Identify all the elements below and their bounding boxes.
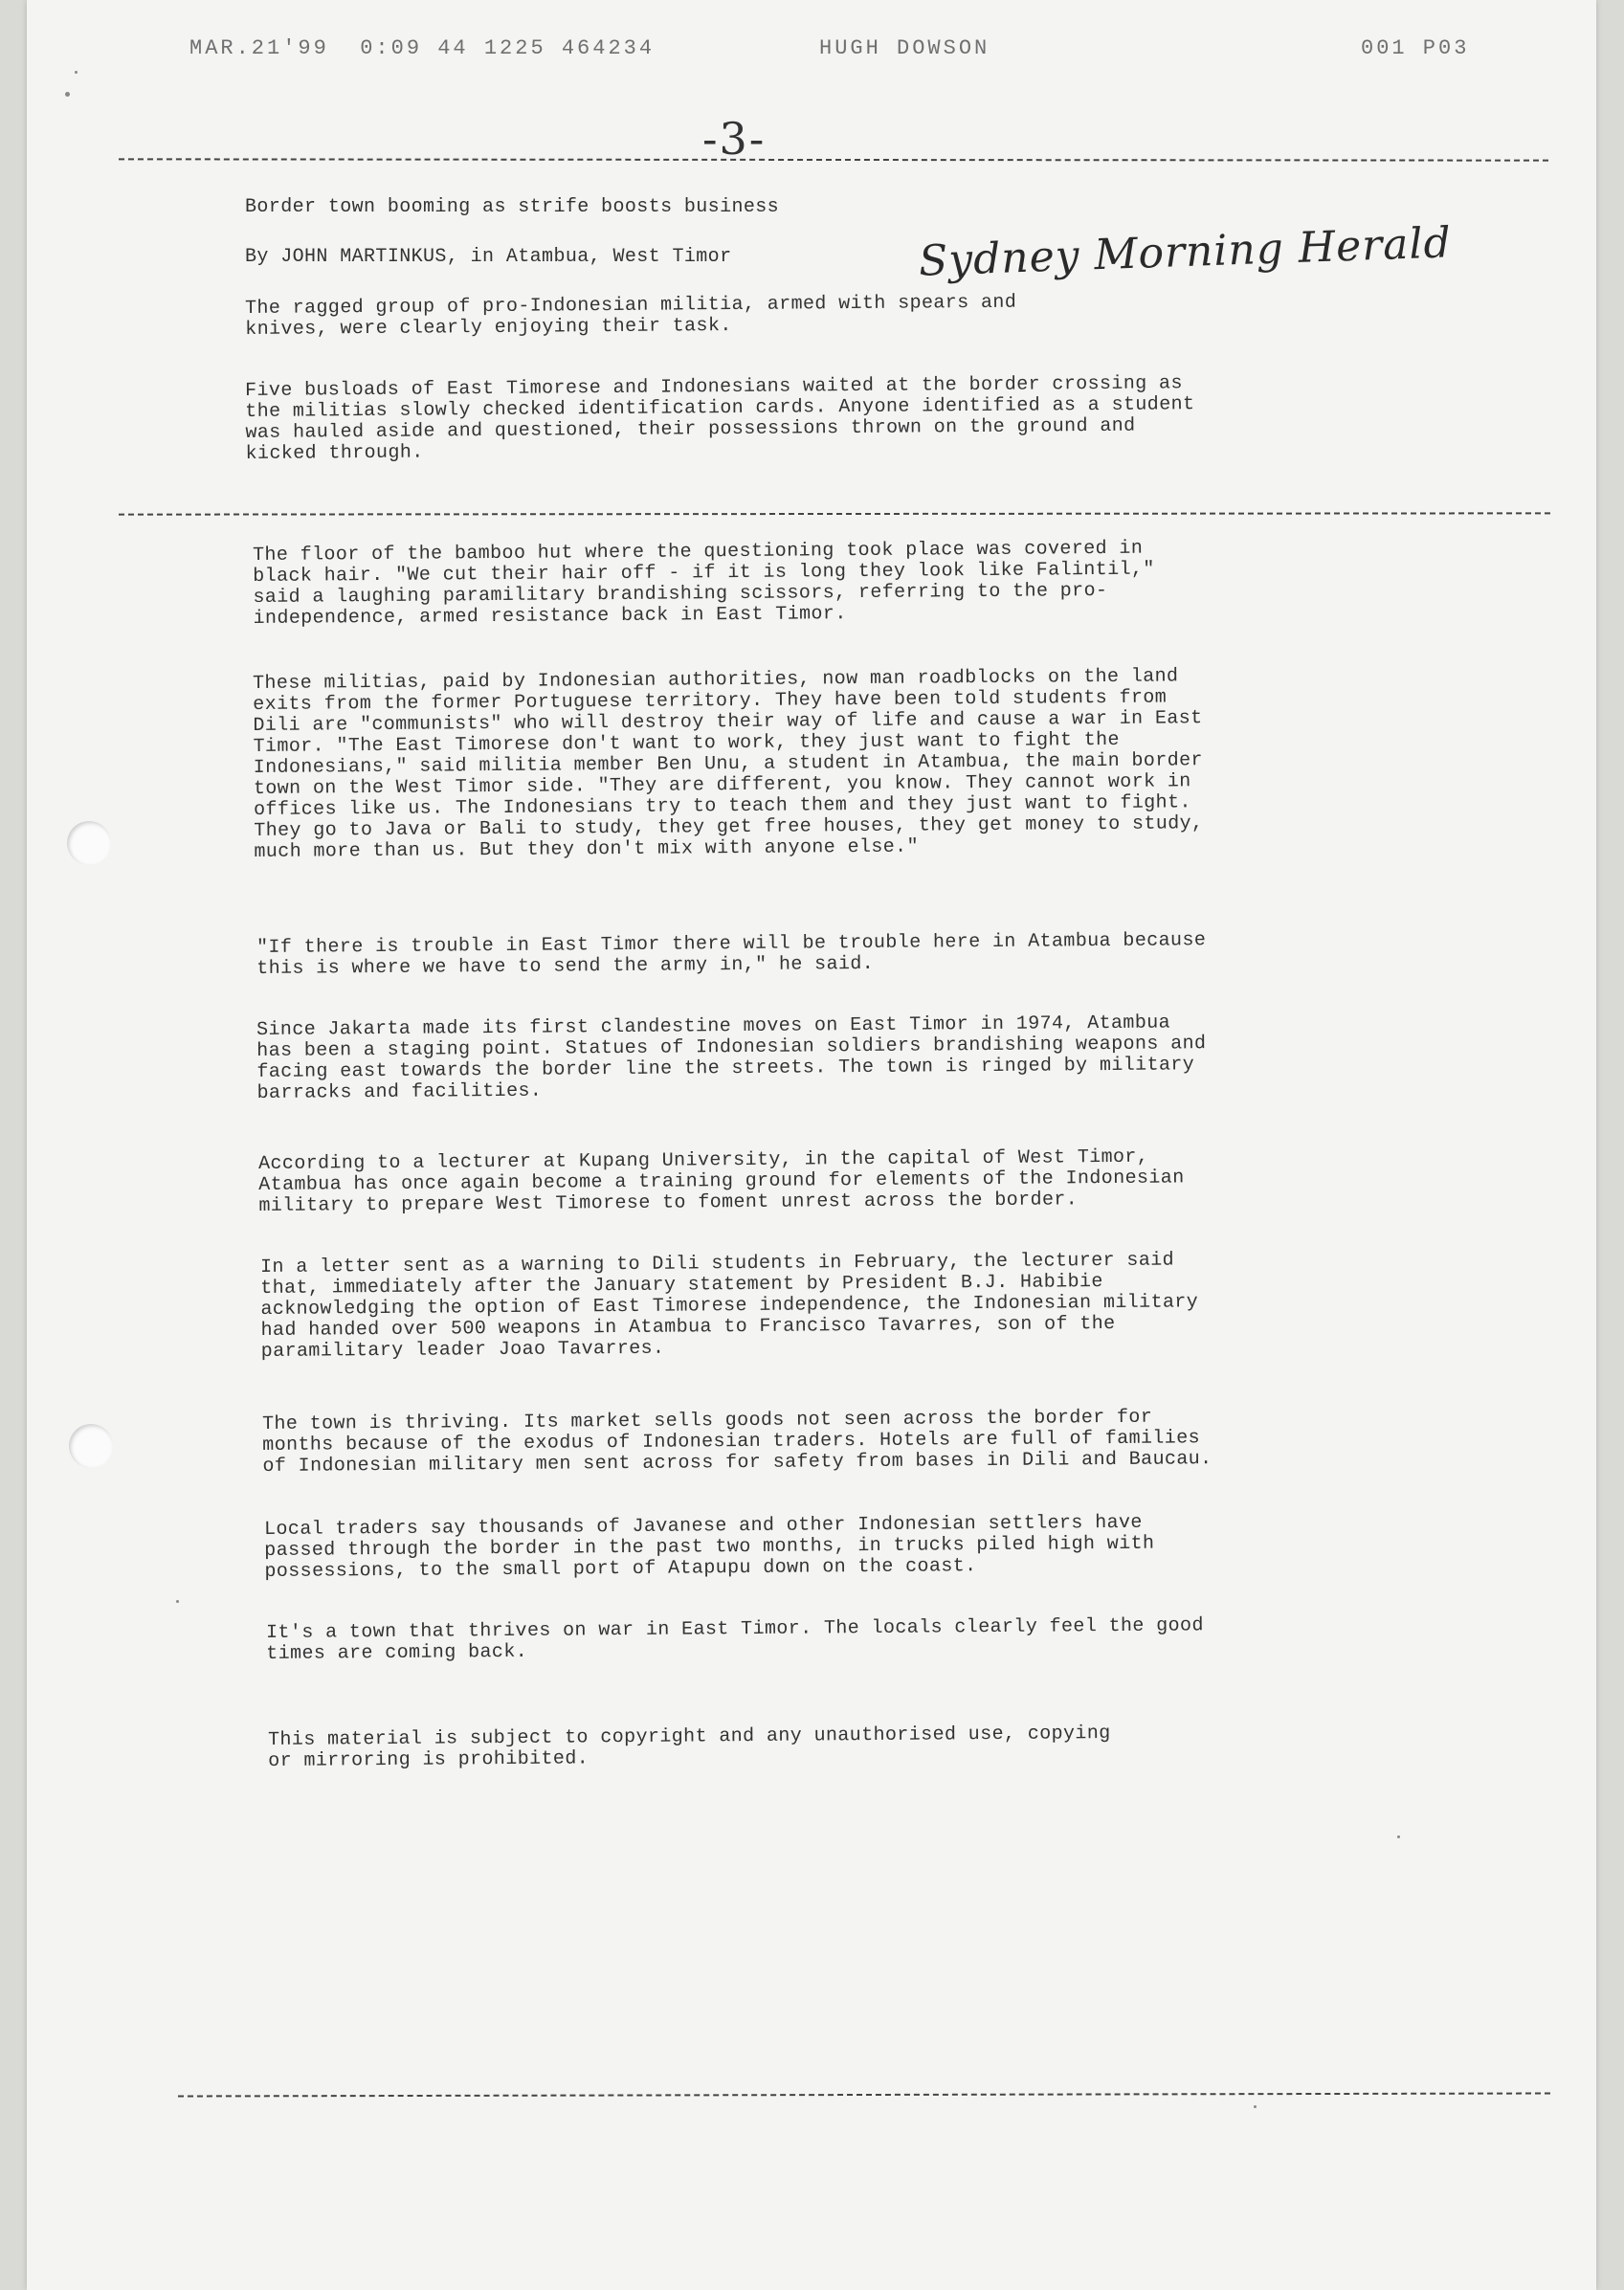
article-paragraph: Five busloads of East Timorese and Indonesians waited at the border crossing as the militias slowly checked identification cards. Anyone identified as a student was hauled aside and questioned, their possessions thrown on the ground and kicked through.: [244, 372, 1195, 465]
footer-divider: [178, 2092, 1550, 2097]
scan-speck: [176, 1600, 179, 1603]
article-paragraph: In a letter sent as a warning to Dili students in February, the lecturer said that, immediately after the January statement by President B.J. Habibie acknowledging the option of East Timorese independence, the Indonesian military had handed over 500 weapons in Atambua to Francisco Tavarres, son of the paramilitary leader Joao Tavarres.: [259, 1249, 1199, 1363]
article-paragraph: It's a town that thrives on war in East Timor. The locals clearly feel the good times are coming back.: [265, 1614, 1204, 1665]
article-paragraph: The floor of the bamboo hut where the questioning took place was covered in black hair. "We cut their hair off - if it is long they look like Falintil," said a laughing paramilitary brandishing scissors, referring to the pro- independence, armed resistance back in East Timor.: [252, 537, 1155, 630]
article-byline: By JOHN MARTINKUS, in Atambua, West Timor: [245, 246, 732, 268]
fax-header-sender: HUGH DOWSON: [819, 36, 990, 60]
scan-speck: [1254, 2105, 1257, 2108]
fax-header-page-code: 001 P03: [1361, 36, 1470, 60]
fax-header-datetime: MAR.21'99 0:09 44 1225 464234: [189, 36, 656, 60]
copyright-notice: This material is subject to copyright and any unauthorised use, copying or mirroring is prohibited.: [267, 1723, 1111, 1772]
article-paragraph: According to a lecturer at Kupang University, in the capital of West Timor, Atambua has once again become a training ground for elements of the Indonesian military to prepare West Timorese to foment unrest across the border.: [257, 1145, 1185, 1217]
handwritten-source-signature: Sydney Morning Herald: [918, 218, 1453, 286]
article-paragraph: The ragged group of pro-Indonesian militia, armed with spears and knives, were clearly enjoying their task.: [244, 291, 1017, 341]
article-paragraph: Since Jakarta made its first clandestine moves on East Timor in 1974, Atambua has been a staging point. Statues of Indonesian soldiers brandishing weapons and facing east towards the border line the streets. The town is ringed by military barracks and facilities.: [256, 1012, 1207, 1104]
punch-hole-upper: [67, 821, 111, 865]
article-paragraph: These militias, paid by Indonesian authorities, now man roadblocks on the land exits from the former Portuguese territory. They have been told students from Dili are "communists" who will destroy their way of life and cause a war in East Timor. "The East Timorese don't want to work, they just want to fight the Indonesians," said militia member Ben Unu, a student in Atambua, the main border town on the West Timor side. "They are different, you know. They cannot work in offices like us. The Indonesians try to teach them and they just want to fight. They go to Java or Bali to study, they get free houses, they get money to study, much more than us. But they don't mix with anyone else.": [252, 665, 1204, 863]
page-number: -3-: [702, 113, 767, 165]
scan-speck: [75, 71, 78, 74]
header-divider: [119, 158, 1548, 161]
punch-hole-lower: [69, 1424, 113, 1468]
article-paragraph: The town is thriving. Its market sells goods not seen across the border for months because of the exodus of Indonesian traders. Hotels are full of families of Indonesian military men sent across for safety from bases in Dili and Baucau.: [261, 1406, 1212, 1478]
scan-speck: [65, 92, 70, 97]
scan-speck: [1397, 1835, 1400, 1838]
fax-page: [27, 0, 1596, 2290]
article-paragraph: Local traders say thousands of Javanese and other Indonesian settlers have passed through the border in the past two months, in trucks piled high with possessions, to the small port of Atapupu down on the coast.: [263, 1511, 1155, 1583]
article-headline: Border town booming as strife boosts business: [245, 196, 780, 218]
section-divider: [119, 512, 1550, 515]
article-paragraph: "If there is trouble in East Timor there will be trouble here in Atambua because this is where we have to send the army in," he said.: [256, 929, 1207, 980]
